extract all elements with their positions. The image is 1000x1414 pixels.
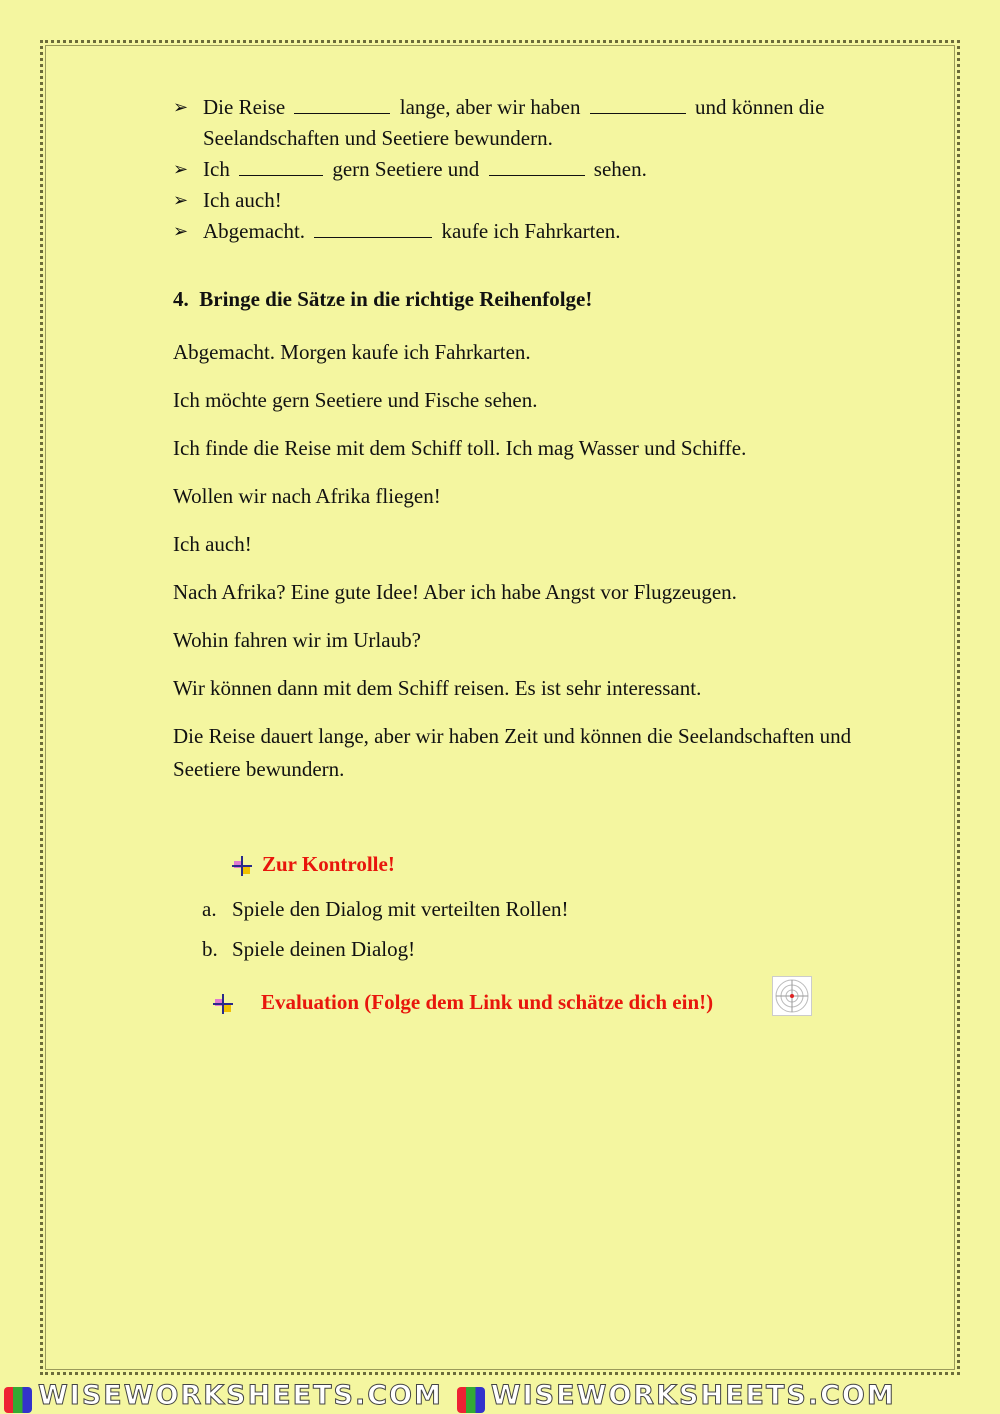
sentence: Die Reise dauert lange, aber wir haben Zeit und können die Seelandschaften und Seetiere bewundern. <box>173 724 852 781</box>
blank-field[interactable] <box>590 95 686 114</box>
sentence: Ich möchte gern Seetiere und Fische sehen. <box>173 388 538 412</box>
blank-field[interactable] <box>489 157 585 176</box>
sentence: Nach Afrika? Eine gute Idee! Aber ich habe Angst vor Flugzeugen. <box>173 580 737 604</box>
sentence: Wollen wir nach Afrika fliegen! <box>173 484 441 508</box>
worksheet-content <box>173 92 903 801</box>
arrow-bullet-icon: ➢ <box>173 97 189 117</box>
pin-marker-icon <box>232 856 252 876</box>
bullet-item: ➢ Abgemacht. kaufe ich Fahrkarten. <box>173 216 903 247</box>
sentence-list <box>173 336 903 786</box>
task-heading: 4. Bringe die Sätze in die richtige Reihenfolge! <box>173 287 593 311</box>
target-icon[interactable] <box>772 976 812 1016</box>
blank-field[interactable] <box>294 95 390 114</box>
pin-marker-icon <box>213 994 233 1014</box>
arrow-bullet-icon: ➢ <box>173 190 189 210</box>
sentence: Wir können dann mit dem Schiff reisen. Es ist sehr interessant. <box>173 676 702 700</box>
blank-field[interactable] <box>314 219 432 238</box>
bullet-item: ➢ Die Reise lange, aber wir haben und können die Seelandschaften und Seetiere bewundern. <box>173 92 903 154</box>
logo-icon <box>457 1387 485 1413</box>
blank-field[interactable] <box>239 157 323 176</box>
bullet-item: ➢ Ich auch! <box>173 185 903 216</box>
arrow-bullet-icon: ➢ <box>173 159 189 179</box>
evaluation-section <box>213 990 713 1015</box>
dialog-bullets <box>173 92 903 247</box>
sentence: Wohin fahren wir im Urlaub? <box>173 628 421 652</box>
kontrolle-title: Zur Kontrolle! <box>262 852 395 876</box>
evaluation-link[interactable]: Evaluation (Folge dem Link und schätze dich ein!) <box>261 990 714 1014</box>
sentence: Ich finde die Reise mit dem Schiff toll. Ich mag Wasser und Schiffe. <box>173 436 747 460</box>
list-item: b. Spiele deinen Dialog! <box>202 937 416 961</box>
kontrolle-list <box>202 889 569 969</box>
watermark-footer: WISEWORKSHEETS.COM WISEWORKSHEETS.COM <box>0 1380 1000 1414</box>
arrow-bullet-icon: ➢ <box>173 221 189 241</box>
bullet-item: ➢ Ich gern Seetiere und sehen. <box>173 154 903 185</box>
sentence: Abgemacht. Morgen kaufe ich Fahrkarten. <box>173 340 531 364</box>
list-item: a. Spiele den Dialog mit verteilten Rollen! <box>202 897 569 921</box>
sentence: Ich auch! <box>173 532 252 556</box>
kontrolle-section <box>202 852 569 969</box>
logo-icon <box>4 1387 32 1413</box>
